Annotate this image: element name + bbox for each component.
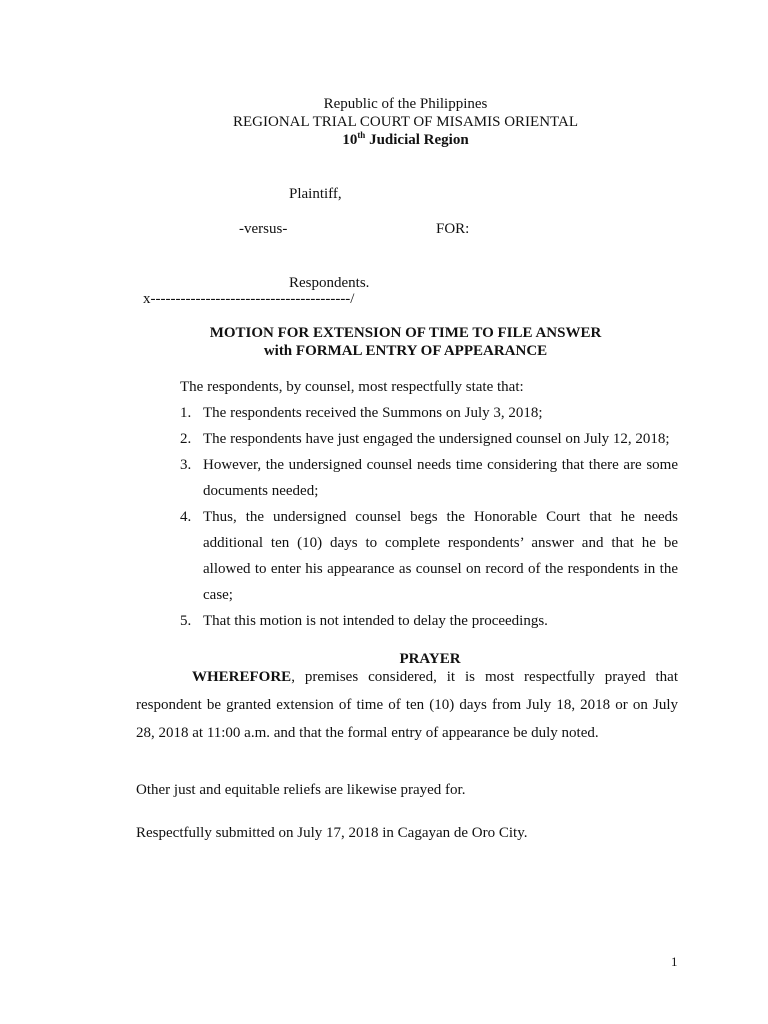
caption-respondents: Respondents. [289,275,370,291]
list-item [180,452,678,504]
list-item [180,400,678,426]
list-item-text: The respondents received the Summons on July 3, 2018; [203,405,543,421]
prayer-lead: WHEREFORE [192,669,292,685]
caption-versus: -versus- [239,221,288,237]
list-item-number: 1. [180,405,192,421]
motion-title-line2: with FORMAL ENTRY OF APPEARANCE [263,343,548,359]
region-number: 10 [342,132,358,148]
header-region [0,130,768,150]
region-label: Judicial Region [365,132,469,148]
intro-text: The respondents, by counsel, most respectfully state that: [180,379,524,395]
list-item-number: 4. [180,509,192,525]
list-item-number: 2. [180,431,192,447]
list-item-text: However, the undersigned counsel needs time considering that there are some documents needed; [203,457,678,499]
header-court: REGIONAL TRIAL COURT OF MISAMIS ORIENTAL [233,114,578,130]
list-item [180,608,678,634]
list-item-number: 3. [180,457,192,473]
caption-divider: x----------------------------------------/ [143,291,355,307]
list-item [180,504,678,608]
list-item-number: 5. [180,613,192,629]
submission-line: Respectfully submitted on July 17, 2018 in Cagayan de Oro City. [136,825,528,841]
caption-plaintiff: Plaintiff, [289,186,342,202]
list-item-text: That this motion is not intended to delay the proceedings. [203,613,548,629]
prayer-heading: PRAYER [399,651,461,667]
header-republic: Republic of the Philippines [323,96,488,112]
list-item-text: Thus, the undersigned counsel begs the Honorable Court that he needs additional ten (10) days to complete respondents’ answer and that he be allowed to enter his appearance as counsel on record of the respondents in the case; [203,509,678,603]
page-number: 1 [671,954,678,969]
other-reliefs: Other just and equitable reliefs are likewise prayed for. [136,782,466,798]
prayer-paragraph [136,663,678,747]
allegations-list [180,400,678,634]
list-item [180,426,678,452]
list-item-text: The respondents have just engaged the undersigned counsel on July 12, 2018; [203,431,670,447]
motion-title-line1: MOTION FOR EXTENSION OF TIME TO FILE ANSWER [209,325,602,341]
caption-for: FOR: [436,221,470,237]
region-ordinal: th [357,130,366,140]
prayer-text: , premises considered, it is most respectfully prayed that respondent be granted extension of time of ten (10) days from July 18, 2018 or on July 28, 2018 at 11:00 a.m. and that the formal entry of appearance be duly noted. [136,669,678,741]
